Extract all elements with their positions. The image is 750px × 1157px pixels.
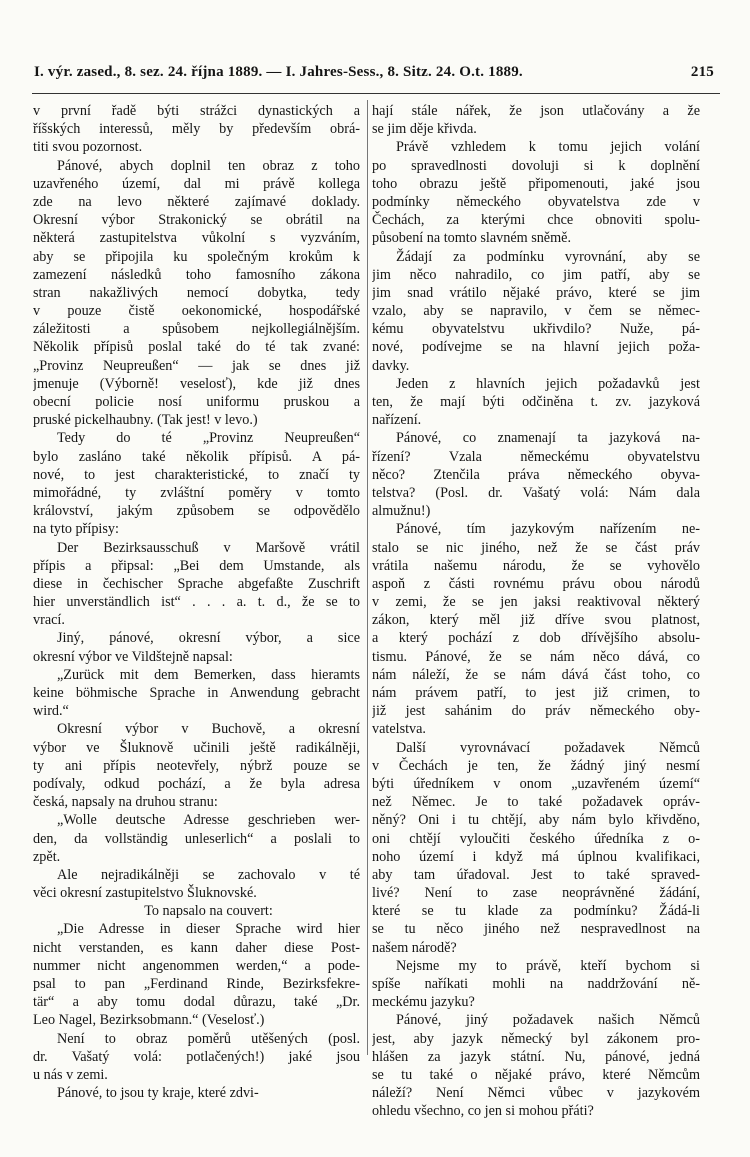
- text-line: v pouze čistě oekonomické, hospodářské: [33, 303, 360, 320]
- text-line: náleží? Není Němci vůbec v jazykovém: [372, 1085, 700, 1102]
- text-line: oni chtějí vyloučiti českého úředníka z o-: [372, 830, 700, 847]
- text-line: okresní výbor ve Vildštejně napsal:: [33, 648, 233, 665]
- text-line: stran nakažlivých nemocí dobytka, tedy: [33, 284, 360, 301]
- text-line: nummer nicht angenommen werden,“ a pode-: [33, 957, 360, 974]
- text-line: v zemi, že se jen jaksi reaktivoval některý: [372, 594, 700, 611]
- text-line: den, da vollständig unleserlich“ a poslali to: [33, 830, 360, 847]
- text-line: livé? Není to zase neoprávněné žádání,: [372, 885, 700, 902]
- text-line: Není to obraz poměrů utěšených (posl.: [57, 1030, 360, 1047]
- text-line: nicht verstanden, es kann daher diese Post-: [33, 939, 360, 956]
- text-line: Pánové, abych doplnil ten obraz z toho: [57, 157, 360, 174]
- text-line: Právě vzhledem k tomu jejich volání: [396, 139, 700, 156]
- text-line: Pánové, tím jazykovým nařízením ne-: [396, 521, 700, 538]
- text-line: Několik přípisů poslal také do té tak zvané:: [33, 339, 360, 356]
- page-number: 215: [690, 64, 714, 80]
- text-line: v první řadě býti strážci dynastických a: [33, 103, 360, 119]
- text-line: řízení? Vzala německému obyvatelstvu: [372, 448, 700, 465]
- text-line: po spravedlnosti dovoluji si k doplnění: [372, 157, 700, 174]
- text-line: zamezení následků toho famosního zákona: [33, 266, 360, 283]
- text-line: aby tam úřadoval. Jest to také spraved-: [372, 866, 700, 883]
- text-line: tär“ a aby tomu dodal důrazu, také „Dr.: [33, 994, 360, 1011]
- text-line: býti úředníkem v onom „uzavřeném území“: [372, 775, 700, 792]
- text-line: dr. Vašatý volá: potlačených!) jaké jsou: [33, 1048, 360, 1065]
- text-line: některá zastupitelstva vůkolní s vyzváním,: [33, 230, 360, 247]
- text-line: království, jakým způsobem se odpovědělo: [33, 503, 360, 520]
- text-line: se tu něco jiného než nespravedlnost na: [372, 921, 700, 938]
- text-line: Okresní výbor v Buchově, a okresní: [57, 721, 360, 738]
- text-line: psal to pan „Ferdinand Rinde, Bezirksfekre-: [33, 976, 360, 992]
- right-column: [372, 102, 700, 1121]
- text-line: které se tu klade za podmínku? Žádá-li: [372, 903, 700, 920]
- text-line: bylo zasláno také několik přípisů. A pá-: [33, 448, 360, 465]
- text-line: Další vyrovnávací požadavek Němců: [396, 739, 700, 756]
- text-line: našem národě?: [372, 939, 457, 956]
- text-line: nařízení.: [372, 412, 422, 429]
- text-line: hlášen za jazyk státní. Nu, pánové, jedná: [372, 1048, 700, 1065]
- text-line: než Němec. Je to také požadavek opráv-: [372, 794, 700, 811]
- text-line: již jest sahánim do práv německého oby-: [372, 703, 700, 720]
- text-line: Leo Nagel, Bezirksobmann.“ (Veselosť.): [33, 1012, 265, 1029]
- text-line: Žádají za podmínku vyrovnání, aby se: [396, 248, 700, 265]
- text-line: záležitosti a spůsobem nejkollegiálnějším.: [33, 321, 360, 338]
- text-line: v Čechách je ten, že žádný jiný nesmí: [372, 757, 700, 774]
- text-line: mimořádné, ty zvláštní poměry v tomto: [33, 484, 360, 501]
- text-line: se tu také o nějaké právo, které Němcům: [372, 1066, 700, 1083]
- text-line: Pánové, jiný požadavek našich Němců: [396, 1012, 700, 1029]
- text-line: almužnu!): [372, 503, 431, 520]
- text-line: Der Bezirksausschuß v Maršově vrátil: [57, 539, 360, 556]
- text-line: nám náleží, že se nám dává část toho, co: [372, 666, 700, 683]
- text-line: „Provinz Neupreußen“ — jak se dnes již: [33, 357, 360, 374]
- text-line: podmínky německého obyvatelstva zde v: [372, 193, 700, 210]
- text-line: „Zurück mit dem Bemerken, dass hieramts: [57, 666, 360, 683]
- text-line: davky.: [372, 357, 410, 374]
- header-title: I. výr. zased., 8. sez. 24. října 1889. — I. Jahres-Sess., 8. Sitz. 24. O.t. 1889.: [34, 64, 523, 80]
- text-line: diese in čechischer Sprache abgefaßte Zuschrift: [33, 575, 360, 592]
- text-line: „Die Adresse in dieser Sprache wird hier: [57, 921, 360, 938]
- text-line: u nás v zemi.: [33, 1066, 108, 1083]
- text-line: aspoň z části rovnému právu obou národů: [372, 575, 700, 592]
- text-line: ten, že mají býti odčiněna t. zv. jazyková: [372, 394, 700, 410]
- column-divider: [367, 100, 368, 1055]
- text-line: a který pochází z dob dřívějšího absolu-: [372, 630, 700, 647]
- text-line: jim něco nahradilo, co jim patří, aby se: [372, 266, 700, 283]
- text-line: ohledu všechno, co jen si mohou přáti?: [372, 1103, 594, 1120]
- text-line: na tyto přípisy:: [33, 521, 119, 538]
- text-line: nové, podívejme se na hlavní jejich poža-: [372, 339, 700, 356]
- text-line: Jiný, pánové, okresní výbor, a sice: [57, 630, 360, 647]
- text-line: něco? Ztenčila práva německého obyva-: [372, 466, 700, 483]
- text-line: aby se připojila ku společným krokům k: [33, 248, 360, 265]
- text-line: meckému jazyku?: [372, 994, 475, 1011]
- text-line: obecní policie nosí uniformu pruskou a: [33, 394, 360, 410]
- text-line: noho území i když má úplnou kvalifikaci,: [372, 848, 700, 865]
- text-line: ty ani přípis neotevřely, nýbrž pouze se: [33, 757, 360, 774]
- text-line: vrací.: [33, 612, 65, 629]
- text-line: nám právem patří, to jest již crimen, to: [372, 685, 700, 701]
- text-line: vatelstva.: [372, 721, 426, 738]
- left-column: [33, 102, 360, 1102]
- text-line: pruské pickelhaubny. (Tak jest! v levo.): [33, 412, 258, 429]
- text-line: vrátila našemu národu, že se vyhovělo: [372, 557, 700, 574]
- text-line: říšských interessů, měly by především obrá-: [33, 121, 360, 138]
- text-line: tismu. Pánové, že se nám něco dává, co: [372, 648, 700, 665]
- text-line: Tedy do té „Provinz Neupreußen“: [57, 430, 360, 447]
- text-line: keine böhmische Sprache in Anwendung gebracht: [33, 685, 360, 701]
- text-line: jest, aby jazyk německý byl zákonem pro-: [372, 1030, 700, 1047]
- text-line: výbor ve Šluknově učinili ještě radikálněji,: [33, 739, 360, 756]
- text-line: jim snad vrátilo nějaké právo, které se jim: [372, 284, 700, 301]
- text-line: stalo se nic jiného, než že se část práv: [372, 539, 700, 556]
- text-line: kému obyvatelstvu ukřivdilo? Nuže, pá-: [372, 321, 700, 338]
- text-line: se jim děje křivda.: [372, 121, 477, 138]
- text-line: Nejsme my to právě, kteří bychom si: [396, 957, 700, 974]
- text-line: To napsalo na couvert:: [144, 903, 273, 920]
- text-line: Čechách, za kterými chce obnoviti spolu-: [372, 212, 700, 229]
- text-line: Pánové, to jsou ty kraje, které zdvi-: [57, 1085, 259, 1102]
- text-line: uzavřeného území, dal mi právě kollega: [33, 175, 360, 192]
- text-line: hier unverständlich ist“ . . . a. t. d., že se to: [33, 594, 360, 611]
- text-line: něný? Oni i tu chtějí, aby nám bylo křivděno,: [372, 812, 700, 829]
- text-line: nové, to jest charakteristické, to značí ty: [33, 466, 360, 483]
- text-line: Ale nejradikálněji se zachovalo v té: [57, 866, 360, 883]
- text-line: titi svou pozornost.: [33, 139, 143, 156]
- running-header: [34, 64, 714, 81]
- text-line: podívaly, odkud pochází, a že byla adresa: [33, 775, 360, 792]
- text-line: jmenuje (Výborně! veselosť), kde již dnes: [33, 375, 360, 392]
- text-line: toho obrazu ještě připomenouti, jaké jsou: [372, 175, 700, 192]
- text-line: Okresní výbor Strakonický se obrátil na: [33, 212, 360, 229]
- text-line: přípis a připsal: „Bei dem Umstande, als: [33, 557, 360, 574]
- text-line: zákon, který měl již dříve svou platnost,: [372, 612, 700, 629]
- header-rule: [32, 93, 720, 94]
- text-line: spíše naříkati mohli na naddržování ně-: [372, 976, 700, 992]
- text-line: wird.“: [33, 703, 69, 720]
- text-line: věci okresní zastupitelstvo Šluknovské.: [33, 885, 257, 902]
- text-line: hají stále nářek, že json utlačovány a že: [372, 103, 700, 119]
- text-line: vzalo, aby se napravilo, v čem se němec-: [372, 303, 700, 320]
- text-line: Pánové, co znamenají ta jazyková na-: [396, 430, 700, 447]
- text-line: zde na levo některé zajímavé doklady.: [33, 193, 360, 210]
- text-line: telstva? (Posl. dr. Vašatý volá: Nám dala: [372, 484, 700, 501]
- text-line: působení na tomto slavném sněmě.: [372, 230, 571, 247]
- text-line: zpět.: [33, 848, 61, 865]
- text-line: česká, napsaly na druhou stranu:: [33, 794, 218, 811]
- text-line: Jeden z hlavních jejich požadavků jest: [396, 375, 700, 392]
- text-line: „Wolle deutsche Adresse geschrieben wer-: [57, 812, 360, 829]
